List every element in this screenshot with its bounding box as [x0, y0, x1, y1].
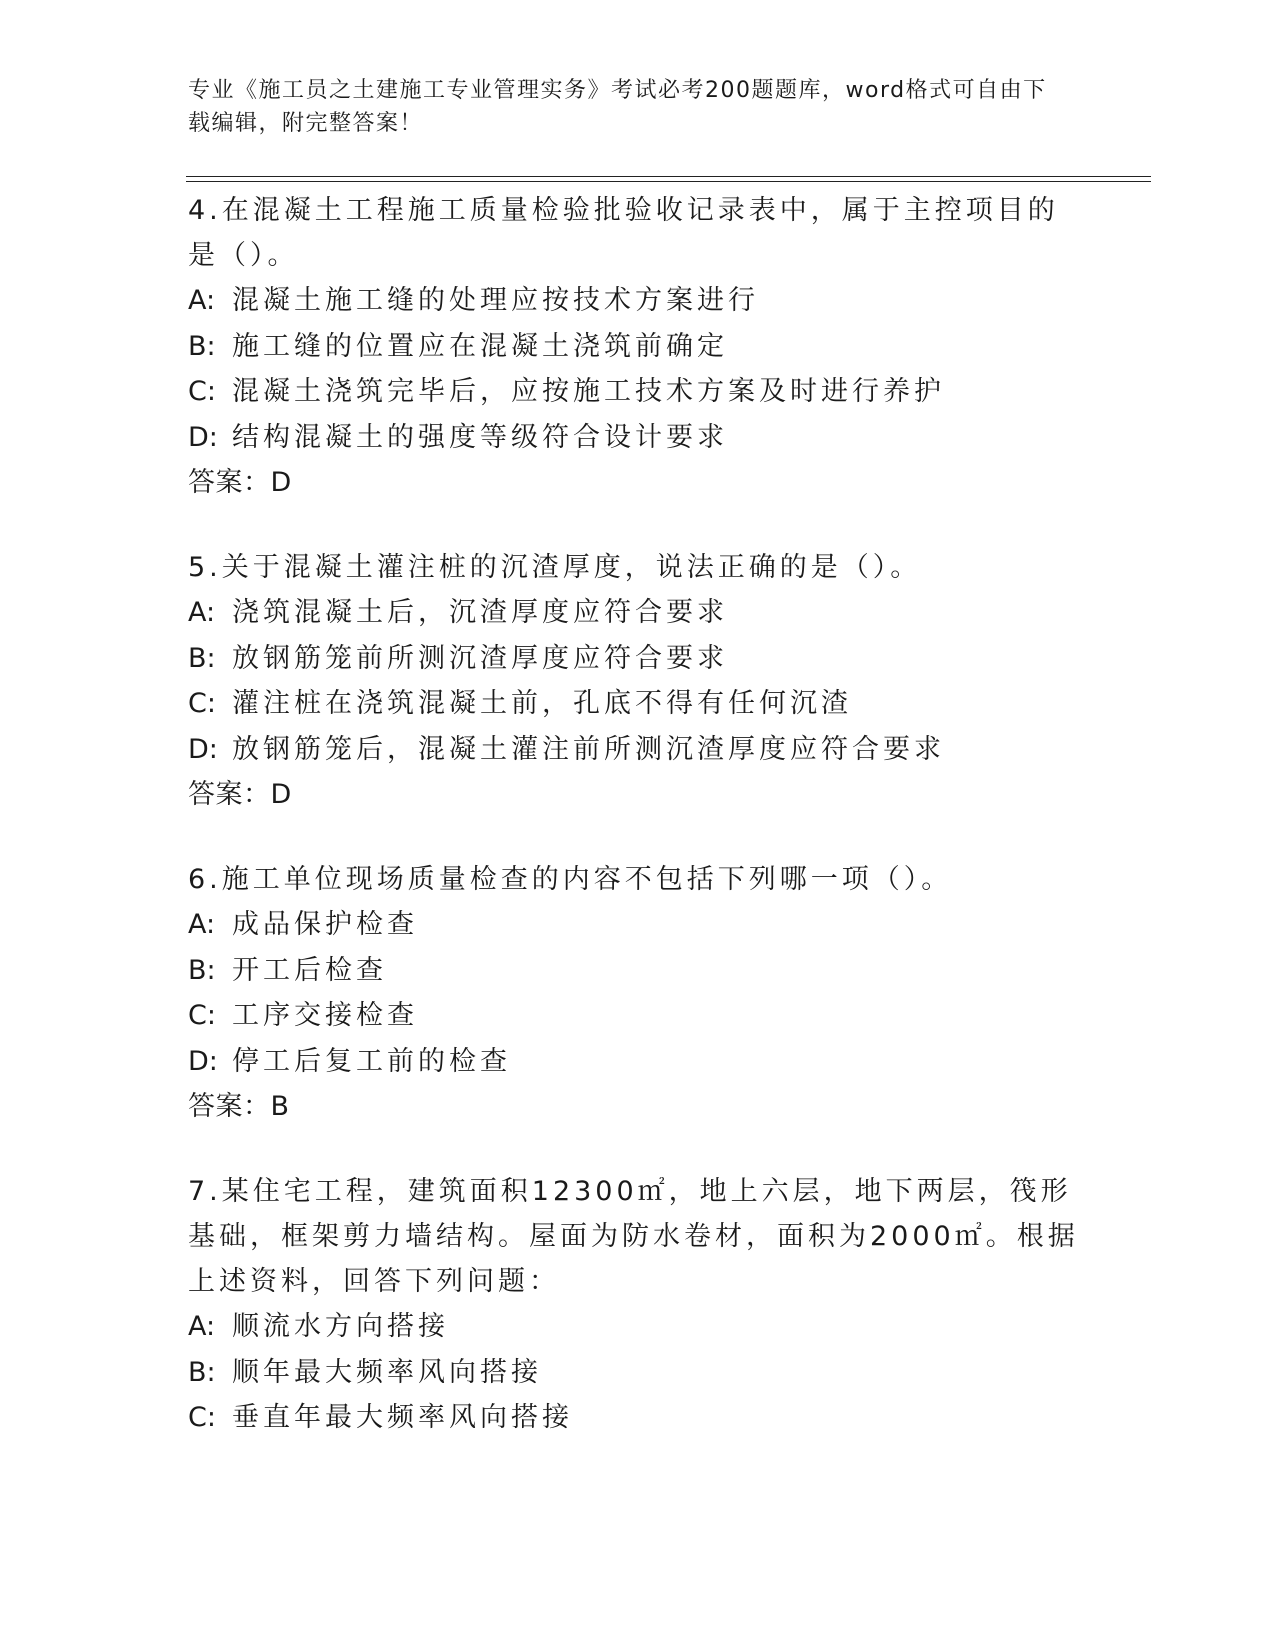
option-text: 施工缝的位置应在混凝土浇筑前确定: [232, 330, 728, 362]
answer-line: 答案：B: [188, 1091, 290, 1122]
document-header: [188, 74, 1068, 140]
option-letter: C:: [188, 1000, 216, 1031]
option-letter: B:: [188, 642, 216, 674]
option-a: [188, 902, 1088, 948]
option-text: 垂直年最大频率风向搭接: [232, 1402, 573, 1433]
option-c: [188, 1395, 1088, 1441]
option-b: [188, 324, 1088, 370]
option-letter: C:: [188, 688, 216, 719]
question-7: [188, 1169, 1088, 1441]
question-6: [188, 857, 1088, 1129]
option-letter: D:: [188, 421, 218, 453]
option-b: [188, 1350, 1088, 1396]
option-letter: C:: [188, 1402, 216, 1433]
option-letter: A:: [188, 285, 216, 316]
option-a: [188, 590, 1088, 636]
option-c: [188, 681, 1088, 727]
option-letter: B:: [188, 954, 216, 986]
header-text: 专业《施工员之土建施工专业管理实务》考试必考200题题库，word格式可自由下载编辑，附完整答案！: [188, 78, 1047, 136]
option-b: [188, 948, 1088, 994]
option-text: 放钢筋笼前所测沉渣厚度应符合要求: [232, 642, 728, 674]
option-a: [188, 1304, 1088, 1350]
header-rule-bottom: [186, 181, 1151, 182]
option-text: 工序交接检查: [232, 1000, 418, 1031]
option-letter: A:: [188, 1311, 216, 1342]
question-stem: 4.在混凝土工程施工质量检验批验收记录表中，属于主控项目的是（）。: [188, 195, 1059, 271]
option-text: 浇筑混凝土后，沉渣厚度应符合要求: [232, 597, 728, 628]
option-text: 成品保护检查: [232, 909, 418, 940]
option-d: [188, 415, 1088, 461]
option-letter: B:: [188, 1356, 216, 1388]
option-letter: C:: [188, 376, 216, 407]
option-letter: D:: [188, 733, 218, 765]
question-5: [188, 545, 1088, 817]
option-letter: A:: [188, 597, 216, 628]
option-b: [188, 636, 1088, 682]
option-text: 结构混凝土的强度等级符合设计要求: [232, 421, 728, 453]
question-stem: 7.某住宅工程，建筑面积12300㎡，地上六层，地下两层，筏形基础，框架剪力墙结构。屋面为防水卷材，面积为2000㎡。根据上述资料，回答下列问题：: [188, 1176, 1079, 1297]
option-letter: D:: [188, 1045, 218, 1077]
option-text: 放钢筋笼后，混凝土灌注前所测沉渣厚度应符合要求: [232, 733, 945, 765]
header-rule-top: [186, 176, 1151, 177]
option-text: 灌注桩在浇筑混凝土前，孔底不得有任何沉渣: [232, 688, 852, 719]
option-c: [188, 369, 1088, 415]
option-text: 混凝土浇筑完毕后，应按施工技术方案及时进行养护: [232, 376, 945, 407]
option-text: 停工后复工前的检查: [232, 1045, 511, 1077]
question-4: [188, 188, 1088, 505]
option-d: [188, 727, 1088, 773]
option-letter: A:: [188, 909, 216, 940]
option-text: 顺年最大频率风向搭接: [232, 1356, 542, 1388]
answer-line: 答案：D: [188, 467, 292, 498]
question-stem: 5.关于混凝土灌注桩的沉渣厚度，说法正确的是（）。: [188, 552, 922, 583]
option-c: [188, 993, 1088, 1039]
question-stem: 6.施工单位现场质量检查的内容不包括下列哪一项（）。: [188, 864, 953, 895]
option-d: [188, 1039, 1088, 1085]
question-list: [188, 188, 1088, 1481]
option-letter: B:: [188, 330, 216, 362]
option-text: 开工后检查: [232, 954, 387, 986]
answer-line: 答案：D: [188, 779, 292, 810]
option-a: [188, 278, 1088, 324]
option-text: 混凝土施工缝的处理应按技术方案进行: [232, 285, 759, 316]
option-text: 顺流水方向搭接: [232, 1311, 449, 1342]
